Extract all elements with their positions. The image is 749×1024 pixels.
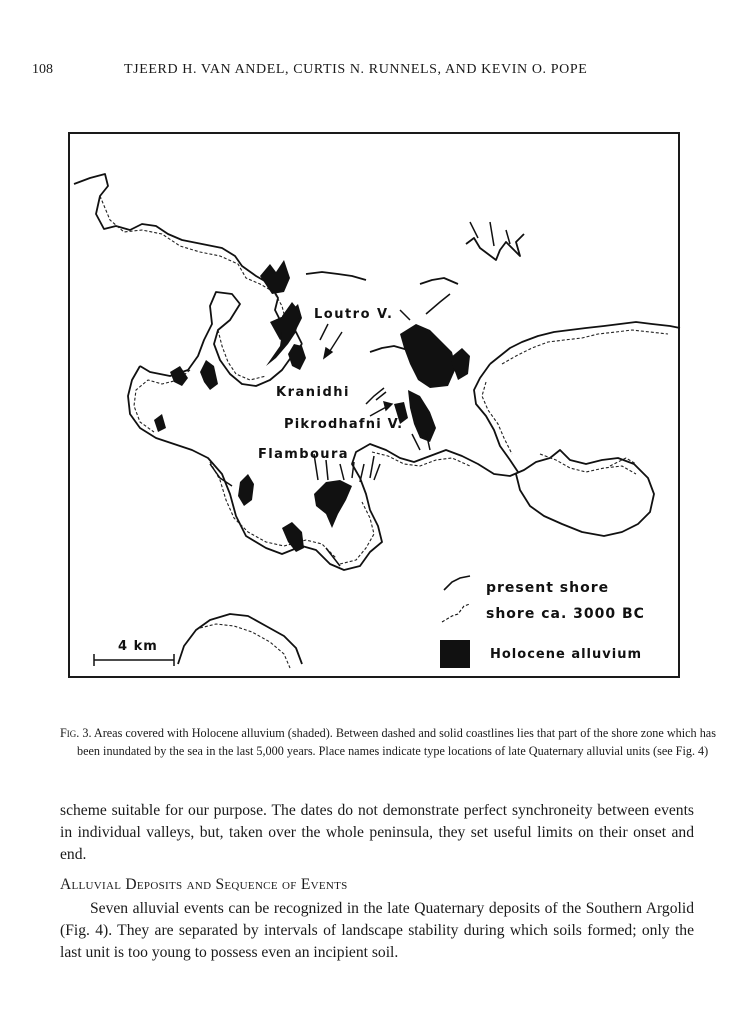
caption-text: Areas covered with Holocene alluvium (shaded). Between dashed and solid coastlines lies that part of the shore zone which has been inundated by the sea in the last 5,000 years. Place names indicate type locations of late Quaternary alluvial units (see Fig. 4) xyxy=(77,726,716,758)
running-head-authors: TJEERD H. VAN ANDEL, CURTIS N. RUNNELS, AND KEVIN O. POPE xyxy=(124,62,588,77)
label-loutro: Loutro V. xyxy=(314,307,394,322)
label-pikrodhafni: Pikrodhafni V. xyxy=(284,417,404,432)
scale-bar xyxy=(94,639,174,666)
map-figure xyxy=(68,132,680,678)
legend-dashed-line-icon xyxy=(442,604,470,622)
legend-solid-line-icon xyxy=(444,576,470,590)
caption-label: Fig. 3. xyxy=(60,726,92,740)
scale-label: 4 km xyxy=(118,639,158,654)
label-flamboura: Flamboura xyxy=(258,447,349,462)
legend-alluvium-swatch xyxy=(440,640,470,668)
map-legend xyxy=(440,576,645,668)
legend-holocene-alluvium: Holocene alluvium xyxy=(490,647,642,662)
label-pointer-arrows xyxy=(324,332,392,416)
streams xyxy=(210,222,510,566)
body-paragraph-2: Seven alluvial events can be recognized in the late Quaternary deposits of the Southern Argolid (Fig. 4). They are separated by intervals of landscape stability during which soils formed; only the last unit is too young to possess even an incipient soil. xyxy=(60,900,694,961)
section-heading: Alluvial Deposits and Sequence of Events xyxy=(60,876,348,893)
legend-present-shore: present shore xyxy=(486,580,610,596)
body-paragraph-1: scheme suitable for our purpose. The dates do not demonstrate perfect synchroneity between events in individual valleys, but, taken over the whole peninsula, they set useful limits on their onset and end. xyxy=(60,802,694,863)
holocene-alluvium-areas xyxy=(154,260,470,552)
figure-caption xyxy=(60,724,717,760)
ancient-shoreline xyxy=(100,196,668,668)
map-drawing xyxy=(70,134,682,680)
legend-shore-3000bc: shore ca. 3000 BC xyxy=(486,606,645,622)
page-number: 108 xyxy=(32,62,53,77)
label-kranidhi: Kranidhi xyxy=(276,385,350,400)
